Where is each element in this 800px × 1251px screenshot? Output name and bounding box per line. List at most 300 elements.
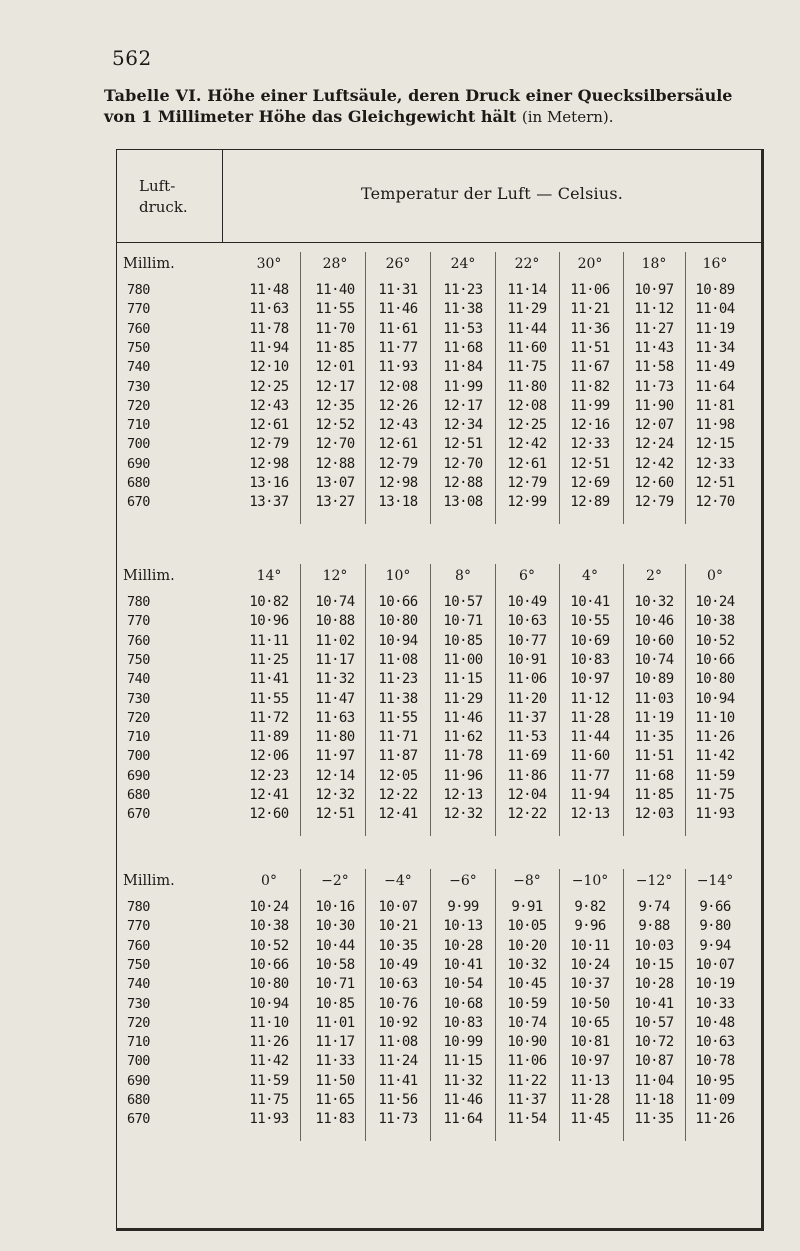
table-cell: 12·43 — [249, 397, 289, 414]
table-cell: 11·17 — [315, 651, 355, 668]
table-cell: 11·10 — [695, 709, 735, 726]
temperature-header: 22° — [514, 256, 540, 272]
pressure-label: 780 — [127, 899, 150, 915]
table-cell: 12·42 — [634, 455, 674, 472]
table-cell: 11·06 — [507, 1053, 547, 1070]
table-cell: 12·26 — [378, 397, 418, 414]
table-cell: 10·57 — [634, 1014, 674, 1031]
table-cell: 12·10 — [249, 359, 289, 376]
table-cell: 11·13 — [570, 1072, 610, 1089]
table-cell: 10·94 — [249, 995, 289, 1012]
table-cell: 11·46 — [443, 709, 483, 726]
table-cell: 10·83 — [443, 1014, 483, 1031]
pressure-label: 740 — [127, 359, 150, 376]
unit-label: Millim. — [123, 873, 175, 889]
table-cell: 11·61 — [378, 320, 418, 337]
table-cell: 11·01 — [315, 1014, 355, 1031]
pressure-label: 720 — [127, 1014, 150, 1031]
table-cell: 12·51 — [570, 455, 610, 472]
table-cell: 10·38 — [695, 613, 735, 630]
pressure-label: 670 — [127, 494, 150, 511]
temperature-header: 14° — [256, 568, 282, 584]
table-block — [117, 252, 761, 524]
table-cell: 11·45 — [570, 1111, 610, 1128]
table-cell: 11·21 — [570, 301, 610, 318]
table-cell: 11·59 — [249, 1072, 289, 1089]
table-cell: 11·12 — [570, 690, 610, 707]
table-cell: 10·63 — [695, 1034, 735, 1051]
table-cell: 10·52 — [249, 937, 289, 954]
table-cell: 11·82 — [570, 378, 610, 395]
table-cell: 11·26 — [695, 729, 735, 746]
pressure-label: 770 — [127, 918, 150, 935]
table-cell: 11·43 — [634, 339, 674, 356]
table-cell: 12·61 — [507, 455, 547, 472]
table-cell: 11·23 — [443, 282, 483, 298]
table-cell: 11·28 — [570, 709, 610, 726]
table-cell: 11·18 — [634, 1092, 674, 1108]
table-cell: 11·63 — [249, 301, 289, 318]
table-cell: 11·64 — [695, 378, 735, 395]
table-cell: 11·70 — [315, 320, 355, 337]
table-cell: 11·68 — [443, 339, 483, 356]
table-cell: 11·63 — [315, 709, 355, 726]
table-cell: 13·27 — [315, 494, 355, 511]
pressure-label: 680 — [127, 1092, 150, 1108]
table-cell: 12·79 — [249, 436, 289, 453]
table-cell: 11·37 — [507, 1092, 547, 1108]
table-cell: 12·79 — [634, 494, 674, 511]
pressure-label: 730 — [127, 690, 150, 707]
table-cell: 9·74 — [638, 899, 670, 915]
table-cell: 11·41 — [378, 1072, 418, 1089]
table-cell: 11·08 — [378, 1034, 418, 1051]
table-cell: 12·24 — [634, 436, 674, 453]
pressure-label: 760 — [127, 320, 150, 337]
table-cell: 12·99 — [507, 494, 547, 511]
table-cell: 11·38 — [443, 301, 483, 318]
temperature-header: 24° — [450, 256, 476, 272]
table-cell: 12·32 — [443, 806, 483, 823]
table-cell: 11·14 — [507, 282, 547, 298]
pressure-label: 670 — [127, 806, 150, 823]
temperature-header: 18° — [641, 256, 667, 272]
pressure-label: 670 — [127, 1111, 150, 1128]
table-cell: 10·58 — [315, 956, 355, 973]
table-cell: 11·71 — [378, 729, 418, 746]
table-cell: 10·33 — [695, 995, 735, 1012]
table-cell: 10·90 — [507, 1034, 547, 1051]
table-cell: 10·52 — [695, 632, 735, 649]
temperature-header: 28° — [322, 256, 348, 272]
column-divider — [300, 564, 301, 836]
table-cell: 11·94 — [570, 787, 610, 803]
table-cell: 10·20 — [507, 937, 547, 954]
table-cell: 11·99 — [443, 378, 483, 395]
table-cell: 12·22 — [378, 787, 418, 803]
table-cell: 12·01 — [315, 359, 355, 376]
table-cell: 11·25 — [249, 651, 289, 668]
table-cell: 11·42 — [249, 1053, 289, 1070]
table-cell: 11·75 — [249, 1092, 289, 1108]
table-cell: 12·60 — [249, 806, 289, 823]
temperature-header: 20° — [577, 256, 603, 272]
table-cell: 12·88 — [443, 475, 483, 491]
table-cell: 11·03 — [634, 690, 674, 707]
table-cell: 11·53 — [507, 729, 547, 746]
table-cell: 10·88 — [315, 613, 355, 630]
table-cell: 11·44 — [507, 320, 547, 337]
table-cell: 11·19 — [634, 709, 674, 726]
table-cell: 10·89 — [695, 282, 735, 298]
table-block — [117, 564, 761, 836]
table-cell: 11·55 — [249, 690, 289, 707]
table-cell: 10·85 — [443, 632, 483, 649]
table-cell: 11·73 — [634, 378, 674, 395]
table-cell: 12·06 — [249, 748, 289, 765]
pressure-label: 750 — [127, 651, 150, 668]
table-cell: 11·04 — [634, 1072, 674, 1089]
table-cell: 11·77 — [378, 339, 418, 356]
pressure-label: 780 — [127, 594, 150, 610]
title-line-1: Höhe einer Luftsäule, deren Druck einer Quecksilbersäule — [207, 86, 733, 105]
table-title — [104, 85, 794, 128]
table-cell: 11·09 — [695, 1092, 735, 1108]
table-cell: 10·38 — [249, 918, 289, 935]
table-cell: 11·08 — [378, 651, 418, 668]
table-cell: 12·79 — [378, 455, 418, 472]
table-cell: 11·59 — [695, 767, 735, 784]
temperature-header: 12° — [322, 568, 348, 584]
table-cell: 9·88 — [638, 918, 670, 935]
data-table — [116, 149, 764, 1231]
table-cell: 12·98 — [249, 455, 289, 472]
table-cell: 11·36 — [570, 320, 610, 337]
table-cell: 10·28 — [634, 976, 674, 993]
table-cell: 11·85 — [634, 787, 674, 803]
column-divider — [300, 869, 301, 1141]
table-cell: 11·17 — [315, 1034, 355, 1051]
table-cell: 11·40 — [315, 282, 355, 298]
table-cell: 11·86 — [507, 767, 547, 784]
table-cell: 11·83 — [315, 1111, 355, 1128]
table-cell: 10·69 — [570, 632, 610, 649]
table-cell: 11·60 — [507, 339, 547, 356]
table-cell: 10·21 — [378, 918, 418, 935]
table-cell: 12·79 — [507, 475, 547, 491]
table-cell: 10·60 — [634, 632, 674, 649]
table-cell: 10·71 — [443, 613, 483, 630]
table-cell: 12·22 — [507, 806, 547, 823]
table-cell: 11·58 — [634, 359, 674, 376]
table-cell: 10·91 — [507, 651, 547, 668]
table-cell: 12·08 — [507, 397, 547, 414]
temperature-header: 8° — [455, 568, 471, 584]
table-cell: 11·29 — [443, 690, 483, 707]
table-cell: 10·74 — [507, 1014, 547, 1031]
table-cell: 11·75 — [507, 359, 547, 376]
table-cell: 10·28 — [443, 937, 483, 954]
table-cell: 9·66 — [699, 899, 731, 915]
temperature-header: 16° — [702, 256, 728, 272]
temperature-header: 30° — [256, 256, 282, 272]
table-cell: 10·80 — [378, 613, 418, 630]
table-cell: 11·04 — [695, 301, 735, 318]
pressure-label: 750 — [127, 339, 150, 356]
table-cell: 10·83 — [570, 651, 610, 668]
table-cell: 10·72 — [634, 1034, 674, 1051]
table-cell: 11·19 — [695, 320, 735, 337]
table-cell: 12·33 — [695, 455, 735, 472]
pressure-label: 740 — [127, 976, 150, 993]
table-cell: 11·55 — [378, 709, 418, 726]
table-cell: 11·93 — [695, 806, 735, 823]
table-cell: 11·15 — [443, 1053, 483, 1070]
table-cell: 9·82 — [574, 899, 606, 915]
table-cell: 12·61 — [378, 436, 418, 453]
table-cell: 11·97 — [315, 748, 355, 765]
table-cell: 11·42 — [695, 748, 735, 765]
table-cell: 13·37 — [249, 494, 289, 511]
table-cell: 10·66 — [695, 651, 735, 668]
pressure-label: 760 — [127, 937, 150, 954]
table-cell: 9·80 — [699, 918, 731, 935]
table-cell: 11·32 — [443, 1072, 483, 1089]
table-cell: 11·93 — [249, 1111, 289, 1128]
table-cell: 11·46 — [378, 301, 418, 318]
table-cell: 11·53 — [443, 320, 483, 337]
table-cell: 12·03 — [634, 806, 674, 823]
table-cell: 10·99 — [443, 1034, 483, 1051]
table-cell: 11·73 — [378, 1111, 418, 1128]
table-cell: 10·03 — [634, 937, 674, 954]
column-divider — [430, 869, 431, 1141]
table-cell: 12·70 — [315, 436, 355, 453]
table-cell: 10·63 — [507, 613, 547, 630]
table-cell: 12·14 — [315, 767, 355, 784]
table-cell: 11·48 — [249, 282, 289, 298]
table-cell: 11·35 — [634, 1111, 674, 1128]
table-cell: 11·78 — [443, 748, 483, 765]
table-cell: 11·69 — [507, 748, 547, 765]
row-header-cell — [117, 150, 223, 243]
table-cell: 12·51 — [695, 475, 735, 491]
pressure-label: 750 — [127, 956, 150, 973]
table-cell: 10·97 — [570, 1053, 610, 1070]
table-cell: 10·85 — [315, 995, 355, 1012]
table-cell: 12·25 — [249, 378, 289, 395]
table-cell: 11·28 — [570, 1092, 610, 1108]
table-cell: 12·13 — [443, 787, 483, 803]
table-label: Tabelle VI. — [104, 86, 202, 105]
table-cell: 10·77 — [507, 632, 547, 649]
table-cell: 11·90 — [634, 397, 674, 414]
table-cell: 12·98 — [378, 475, 418, 491]
table-cell: 12·16 — [570, 417, 610, 434]
table-cell: 10·24 — [695, 594, 735, 610]
table-cell: 12·52 — [315, 417, 355, 434]
table-cell: 11·37 — [507, 709, 547, 726]
pressure-label: 690 — [127, 767, 150, 784]
table-cell: 12·04 — [507, 787, 547, 803]
table-cell: 11·75 — [695, 787, 735, 803]
table-cell: 11·02 — [315, 632, 355, 649]
table-cell: 11·41 — [249, 671, 289, 688]
temperature-header: 26° — [385, 256, 411, 272]
table-cell: 10·32 — [634, 594, 674, 610]
table-cell: 12·51 — [443, 436, 483, 453]
pressure-label: 770 — [127, 613, 150, 630]
pressure-label: 680 — [127, 787, 150, 803]
table-block — [117, 869, 761, 1141]
table-cell: 10·24 — [570, 956, 610, 973]
table-cell: 10·15 — [634, 956, 674, 973]
table-cell: 11·47 — [315, 690, 355, 707]
table-cell: 11·34 — [695, 339, 735, 356]
table-cell: 10·11 — [570, 937, 610, 954]
table-cell: 10·74 — [315, 594, 355, 610]
table-cell: 11·12 — [634, 301, 674, 318]
table-cell: 11·38 — [378, 690, 418, 707]
table-cell: 11·26 — [695, 1111, 735, 1128]
table-cell: 10·49 — [378, 956, 418, 973]
table-cell: 10·41 — [570, 594, 610, 610]
table-cell: 11·68 — [634, 767, 674, 784]
table-cell: 11·50 — [315, 1072, 355, 1089]
table-cell: 11·51 — [570, 339, 610, 356]
table-cell: 10·57 — [443, 594, 483, 610]
temperature-header: 0° — [261, 873, 277, 889]
table-cell: 11·77 — [570, 767, 610, 784]
pressure-label: 720 — [127, 709, 150, 726]
table-cell: 10·50 — [570, 995, 610, 1012]
table-cell: 12·43 — [378, 417, 418, 434]
table-cell: 11·10 — [249, 1014, 289, 1031]
table-cell: 11·22 — [507, 1072, 547, 1089]
table-cell: 10·87 — [634, 1053, 674, 1070]
table-cell: 10·48 — [695, 1014, 735, 1031]
table-cell: 10·24 — [249, 899, 289, 915]
table-cell: 10·63 — [378, 976, 418, 993]
table-cell: 10·97 — [570, 671, 610, 688]
table-cell: 11·24 — [378, 1053, 418, 1070]
table-cell: 10·55 — [570, 613, 610, 630]
table-cell: 10·97 — [634, 282, 674, 298]
table-cell: 11·60 — [570, 748, 610, 765]
pressure-label: 700 — [127, 436, 150, 453]
pressure-label: 740 — [127, 671, 150, 688]
table-cell: 12·33 — [570, 436, 610, 453]
table-cell: 11·00 — [443, 651, 483, 668]
table-cell: 10·37 — [570, 976, 610, 993]
temperature-header: 6° — [519, 568, 535, 584]
table-cell: 10·13 — [443, 918, 483, 935]
temperature-header: −8° — [513, 873, 541, 889]
column-divider — [430, 564, 431, 836]
table-cell: 10·82 — [249, 594, 289, 610]
table-cell: 11·93 — [378, 359, 418, 376]
table-cell: 10·19 — [695, 976, 735, 993]
table-cell: 10·71 — [315, 976, 355, 993]
table-cell: 9·96 — [574, 918, 606, 935]
table-cell: 12·32 — [315, 787, 355, 803]
table-cell: 10·35 — [378, 937, 418, 954]
table-cell: 11·46 — [443, 1092, 483, 1108]
table-cell: 13·07 — [315, 475, 355, 491]
pressure-label: 710 — [127, 417, 150, 434]
table-cell: 11·06 — [570, 282, 610, 298]
table-cell: 10·41 — [634, 995, 674, 1012]
table-cell: 12·13 — [570, 806, 610, 823]
table-cell: 12·70 — [443, 455, 483, 472]
table-cell: 10·96 — [249, 613, 289, 630]
pressure-label: 710 — [127, 1034, 150, 1051]
column-header-cell — [223, 150, 761, 243]
table-cell: 11·11 — [249, 632, 289, 649]
table-cell: 11·35 — [634, 729, 674, 746]
temperature-header: 2° — [646, 568, 662, 584]
pressure-label: 720 — [127, 397, 150, 414]
table-cell: 12·61 — [249, 417, 289, 434]
table-cell: 12·51 — [315, 806, 355, 823]
table-cell: 11·94 — [249, 339, 289, 356]
table-cell: 10·94 — [695, 690, 735, 707]
pressure-label: 680 — [127, 475, 150, 491]
table-cell: 11·44 — [570, 729, 610, 746]
column-header: Temperatur der Luft — Celsius. — [360, 184, 624, 203]
table-cell: 10·44 — [315, 937, 355, 954]
table-cell: 11·98 — [695, 417, 735, 434]
temperature-header: −4° — [384, 873, 412, 889]
unit-label: Millim. — [123, 568, 175, 584]
temperature-header: −2° — [321, 873, 349, 889]
table-cell: 10·66 — [378, 594, 418, 610]
table-cell: 10·68 — [443, 995, 483, 1012]
temperature-header: 0° — [707, 568, 723, 584]
column-divider — [300, 252, 301, 524]
temperature-header: −14° — [696, 873, 734, 889]
table-cell: 12·17 — [315, 378, 355, 395]
table-cell: 11·72 — [249, 709, 289, 726]
table-cell: 11·20 — [507, 690, 547, 707]
table-cell: 11·33 — [315, 1053, 355, 1070]
table-cell: 11·81 — [695, 397, 735, 414]
table-cell: 10·80 — [695, 671, 735, 688]
table-cell: 10·78 — [695, 1053, 735, 1070]
pressure-label: 700 — [127, 748, 150, 765]
temperature-header: −10° — [571, 873, 609, 889]
pressure-label: 770 — [127, 301, 150, 318]
table-cell: 11·87 — [378, 748, 418, 765]
pressure-label: 730 — [127, 378, 150, 395]
table-cell: 10·76 — [378, 995, 418, 1012]
table-cell: 11·29 — [507, 301, 547, 318]
table-cell: 10·59 — [507, 995, 547, 1012]
unit-label: Millim. — [123, 256, 175, 272]
temperature-header: 4° — [582, 568, 598, 584]
table-cell: 10·95 — [695, 1072, 735, 1089]
table-cell: 11·96 — [443, 767, 483, 784]
table-cell: 12·34 — [443, 417, 483, 434]
table-cell: 12·70 — [695, 494, 735, 511]
temperature-header: 10° — [385, 568, 411, 584]
pressure-label: 710 — [127, 729, 150, 746]
table-cell: 12·89 — [570, 494, 610, 511]
table-cell: 11·67 — [570, 359, 610, 376]
table-cell: 11·62 — [443, 729, 483, 746]
table-cell: 11·99 — [570, 397, 610, 414]
table-cell: 11·78 — [249, 320, 289, 337]
